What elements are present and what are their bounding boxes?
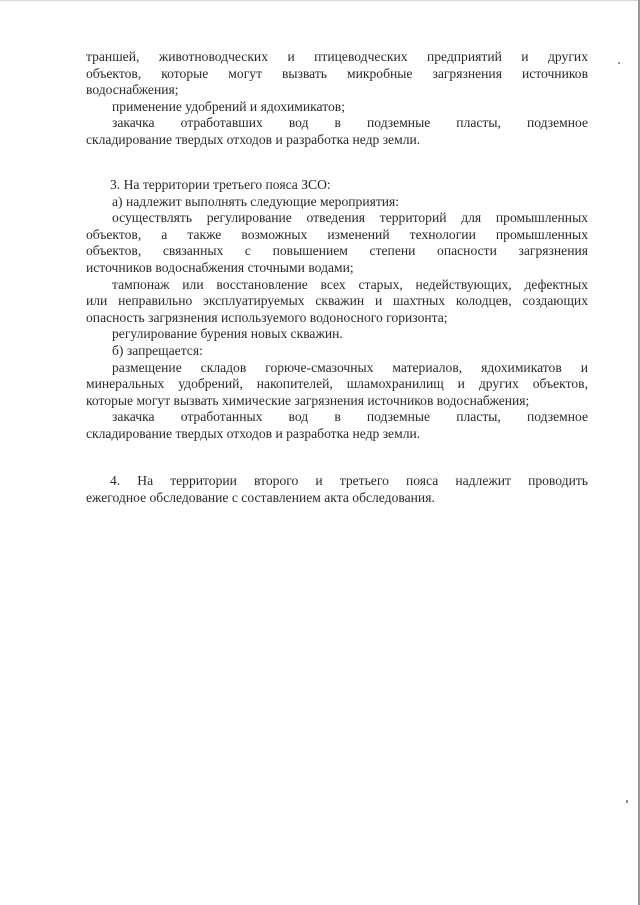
text-line: складирование твердых отходов и разработка недр земли. — [86, 131, 421, 147]
section-heading: 3. На территории третьего пояса ЗСО: — [110, 177, 331, 192]
text-line: источников водоснабжения сточными водами; — [86, 259, 354, 275]
text-line: регулирование бурения новых скважин. — [112, 326, 343, 342]
paragraph-block-3 — [86, 473, 588, 506]
text-line: размещение складов горюче-смазочных материалов, ядохимикатов и — [112, 359, 588, 375]
text-line: которые могут вызвать химические загрязнения источников водоснабжения; — [86, 392, 530, 408]
subsection-label: б) запрещается: — [112, 342, 203, 358]
section-heading: 4. На территории второго и третьего пояса надлежит проводить — [110, 473, 588, 488]
text-line: закачка отработанных вод в подземные пласты, подземное — [112, 409, 588, 425]
scan-speck — [618, 62, 620, 64]
text-line: траншей, животноводческих и птицеводческих предприятий и других — [86, 49, 588, 64]
text-line: объектов, связанных с повышением степени опасности загрязнения — [86, 243, 588, 259]
text-line: применение удобрений и ядохимикатов; — [112, 98, 345, 114]
text-line: или неправильно эксплуатируемых скважин и шахтных колодцев, создающих — [86, 293, 588, 309]
text-line: минеральных удобрений, накопителей, шламохранилищ и других объектов, — [86, 376, 588, 392]
scan-edge-top — [0, 0, 640, 1]
text-line: водоснабжения; — [86, 82, 179, 98]
text-line: закачка отработавших вод в подземные пласты, подземное — [112, 115, 588, 131]
subsection-label: а) надлежит выполнять следующие мероприятия: — [112, 193, 400, 209]
paragraph-block-1 — [86, 49, 588, 149]
text-line: опасность загрязнения используемого водоносного горизонта; — [86, 309, 448, 325]
text-line: ежегодное обследование с составлением акта обследования. — [86, 489, 435, 505]
text-line: осуществлять регулирование отведения территорий для промышленных — [112, 210, 588, 226]
text-line: объектов, а также возможных изменений технологии промышленных — [86, 226, 588, 242]
text-line: объектов, которые могут вызвать микробные загрязнения источников — [86, 65, 588, 81]
scan-speck — [626, 800, 628, 803]
paragraph-block-2 — [86, 177, 588, 443]
text-line: складирование твердых отходов и разработка недр земли. — [86, 425, 421, 441]
text-line: тампонаж или восстановление всех старых, недействующих, дефектных — [112, 276, 588, 292]
